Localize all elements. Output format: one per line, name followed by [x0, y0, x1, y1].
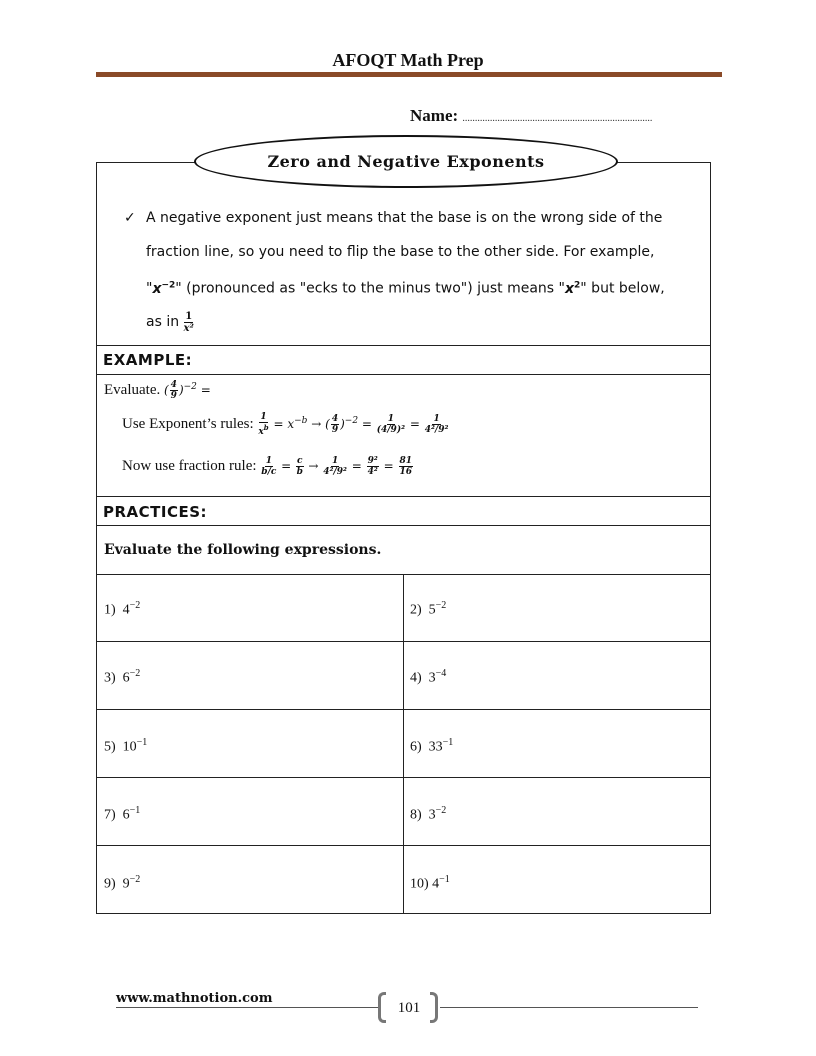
- name-blank-line: ............................................................................: [462, 113, 653, 124]
- divider: [96, 496, 711, 497]
- name-field: [410, 106, 652, 126]
- problem-1: 1) $4^{-2}$: [104, 600, 141, 618]
- intro-note: [124, 202, 704, 340]
- practices-heading: PRACTICES:: [103, 503, 208, 521]
- intro-line-2: fraction line, so you need to flip the base to the other side. For example,: [146, 243, 655, 260]
- problem-4: 4) $3^{-4}$: [410, 668, 447, 686]
- problem-9: 9) $9^{-2}$: [104, 874, 141, 892]
- page-header-title: AFOQT Math Prep: [332, 50, 484, 70]
- problem-10: 10) $4^{-1}$: [410, 874, 450, 892]
- evaluate-line: Evaluate. ( $\frac{4}{9}$ )$^{-2}$ =: [104, 380, 211, 401]
- problem-8: 8) $3^{-2}$: [410, 805, 447, 823]
- divider: [96, 374, 711, 375]
- intro-line-4: as in $\frac{1}{\text{x²}}$: [146, 310, 194, 334]
- problem-3: 3) $6^{-2}$: [104, 668, 141, 686]
- divider: [96, 525, 711, 526]
- footer-rule-right: [440, 1007, 698, 1008]
- checkmark-icon: ✓: [124, 210, 136, 226]
- footer-rule-left: [116, 1007, 378, 1008]
- rule-1-line: Use Exponent’s rules: $\frac{1}{x^b}$ = $x^{-b}$ → ( $\frac{4}{9}$ )$^{-2}$ = $\frac{1}{\text{(4/9)²}}$ = $\frac{1}{\text{4²/9²}}$: [122, 412, 449, 437]
- problem-6: 6) $33^{-1}$: [410, 737, 454, 755]
- intro-line-3: "$x^{-2}$" (pronounced as "ecks to the minus two") just means "$x^2$" but below,: [146, 280, 665, 297]
- table-column-divider: [403, 574, 404, 914]
- intro-line-1: A negative exponent just means that the base is on the wrong side of the: [146, 210, 663, 226]
- example-heading: EXAMPLE:: [103, 351, 193, 369]
- footer-url: www.mathnotion.com: [116, 991, 273, 1006]
- topic-title: Zero and Negative Exponents: [194, 135, 618, 188]
- problem-7: 7) $6^{-1}$: [104, 805, 141, 823]
- header-divider: [96, 72, 722, 77]
- page-number: 101: [397, 1000, 421, 1016]
- name-label: Name:: [410, 106, 459, 125]
- rule-2-line: Now use fraction rule: $\frac{1}{b/c}$ = $\frac{c}{b}$ → $\frac{1}{\text{4²/9²}}$ = $\frac{\text{9²}}{\text{4²}}$ = $\frac{81}{16}$: [122, 456, 413, 477]
- divider: [96, 345, 711, 346]
- fraction: $\frac{1}{\text{x²}}$: [183, 310, 194, 334]
- problem-2: 2) $5^{-2}$: [410, 600, 447, 618]
- practices-instruction: Evaluate the following expressions.: [104, 542, 382, 558]
- problem-5: 5) $10^{-1}$: [104, 737, 148, 755]
